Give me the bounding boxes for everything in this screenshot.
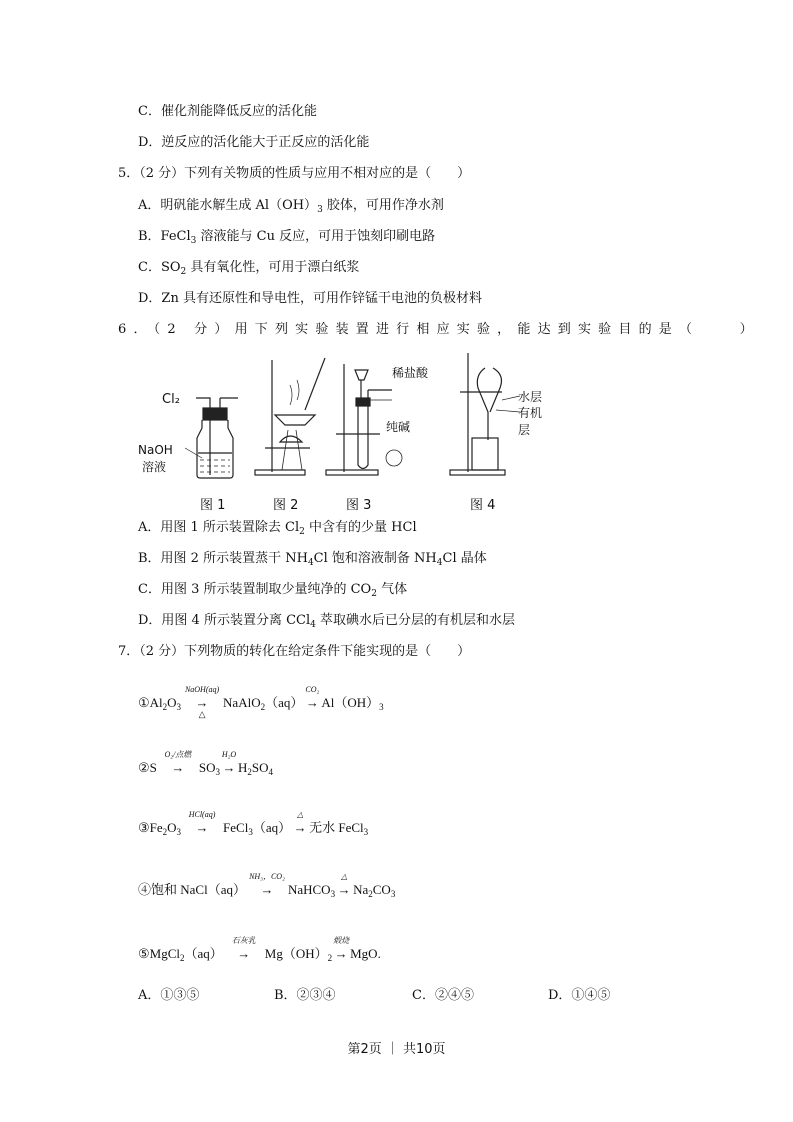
subscript: 2: [299, 527, 305, 537]
reaction-arrow: [159, 750, 197, 776]
reaction-condition: HCl(aq): [188, 810, 216, 819]
subscript: 3: [363, 827, 369, 837]
arrow-icon: →: [260, 882, 274, 897]
formula-text: （aq）: [265, 695, 304, 710]
q7-options: [138, 988, 610, 1004]
reaction-condition: 石灰乳: [231, 936, 256, 945]
q6-option-d: [138, 613, 515, 629]
arrow-icon: →: [222, 760, 236, 775]
reaction-1: [138, 685, 384, 719]
apparatus-figures: [130, 350, 550, 513]
q6-option-b: [138, 551, 487, 567]
subscript: 4: [268, 767, 274, 777]
text: Cl 晶体: [442, 551, 487, 566]
reaction-arrow: [293, 810, 307, 836]
q7-option-a: A．①③⑤: [138, 988, 200, 1003]
formula-text: Na: [353, 882, 369, 897]
q5-option-a: [138, 198, 444, 214]
q6-option-a: [138, 520, 417, 536]
caption-fig2: 图 2: [273, 498, 299, 513]
q7-stem: 7．（2 分）下列物质的转化在给定条件下能实现的是（ ）: [118, 644, 471, 659]
formula-text: Al（OH）: [321, 695, 380, 710]
q7-option-d: D．①④⑤: [548, 988, 611, 1003]
text: D．用图 4 所示装置分离 CCl: [138, 613, 311, 628]
subscript: 3: [176, 827, 182, 837]
text: 气体: [376, 582, 408, 597]
reaction-4: [138, 872, 396, 899]
reaction-condition: △: [341, 872, 348, 881]
arrow-icon: →: [337, 882, 351, 897]
q4-option-c: C．催化剂能降低反应的活化能: [138, 104, 317, 119]
q7-option-c: C．②④⑤: [412, 988, 474, 1003]
reaction-5: [138, 936, 381, 963]
subscript: 4: [436, 558, 443, 568]
subscript: 3: [390, 889, 396, 899]
reaction-3: [138, 810, 369, 837]
arrow-icon: →: [334, 946, 348, 961]
subscript: 2: [162, 827, 168, 837]
label-cl2: Cl₂: [162, 392, 180, 407]
subscript: 2: [162, 702, 168, 712]
formula-text: SO: [198, 760, 216, 775]
subscript: 4: [307, 558, 314, 568]
subscript: 3: [190, 236, 197, 246]
text: B．用图 2 所示装置蒸干 NH: [138, 551, 308, 566]
subscript: 3: [215, 767, 221, 777]
subscript: 2: [371, 589, 377, 599]
q6-option-c: [138, 582, 407, 598]
reaction-arrow: [305, 685, 320, 711]
fig2-evaporation-setup: [255, 358, 325, 475]
subscript: 2: [327, 953, 333, 963]
text: 具有氧化性，可用于漂白纸浆: [186, 260, 360, 275]
formula-text: O: [167, 820, 177, 835]
reaction-condition: CO₂: [305, 685, 320, 694]
text: 中含有的少量 HCl: [304, 520, 417, 535]
fig1-gas-washing-bottle: [185, 398, 238, 478]
formula-text: 无水 FeCl: [309, 820, 364, 835]
label-soda-ash: 纯碱: [386, 420, 411, 434]
text: A．明矾能水解生成 Al（OH）: [138, 198, 318, 213]
caption-fig4: 图 4: [470, 498, 496, 513]
formula-text: H: [238, 760, 248, 775]
subscript: 2: [180, 267, 187, 277]
subscript: 3: [317, 205, 323, 215]
subscript: 3: [379, 702, 384, 712]
q5-option-d: D．Zn 具有还原性和导电性，可用作锌锰干电池的负极材料: [138, 291, 482, 306]
subscript: 3: [330, 889, 336, 899]
reaction-arrow: [221, 750, 237, 776]
subscript: 2: [180, 953, 185, 963]
reaction-condition: △: [297, 810, 304, 819]
text: Cl 饱和溶液制备 NH: [313, 551, 437, 566]
reaction-condition: H₂O: [221, 750, 237, 759]
formula-text: NaHCO: [287, 882, 331, 897]
reaction-condition: NaOH(aq): [184, 685, 220, 694]
page-footer: 第2页 ｜ 共10页: [347, 1042, 446, 1057]
reaction-arrow: [183, 810, 221, 836]
caption-fig1: 图 1: [200, 498, 226, 513]
formula-text: ④饱和 NaCl（aq）: [138, 882, 246, 897]
formula-text: ③Fe: [138, 820, 163, 835]
reaction-condition: NH₃，CO₂: [249, 872, 285, 881]
reaction-condition: O₂/点燃: [164, 750, 192, 759]
arrow-icon: →: [237, 946, 251, 961]
reaction-arrow: [183, 685, 221, 719]
q5-option-b: [138, 229, 435, 245]
text: C．SO: [138, 260, 181, 275]
formula-text: NaAlO: [223, 695, 261, 710]
arrow-icon: →: [293, 820, 307, 835]
formula-text: FeCl: [223, 820, 249, 835]
formula-text: CO: [372, 882, 391, 897]
reaction-arrow: [248, 872, 286, 898]
q4-option-d: D．逆反应的活化能大于正反应的活化能: [138, 135, 370, 150]
text: 胶体，可用作净水剂: [322, 198, 444, 213]
formula-text: O: [167, 695, 177, 710]
subscript: 3: [248, 827, 253, 837]
formula-text: （aq）: [184, 946, 223, 961]
label-solution: 溶液: [142, 460, 167, 474]
reaction-arrow: [337, 872, 351, 898]
label-organic-layer: 有机层: [518, 406, 543, 437]
reaction-arrow: [333, 936, 350, 962]
q6-stem: 6．（2 分）用下列实验装置进行相应实验，能达到实验目的是（ ）: [118, 322, 760, 337]
reaction-2: [138, 750, 274, 777]
formula-text: ②S: [138, 760, 157, 775]
q5-option-c: [138, 260, 359, 276]
formula-text: ①Al: [138, 695, 163, 710]
subscript: 2: [368, 889, 373, 899]
formula-text: （aq）: [252, 820, 292, 835]
arrow-icon: →: [305, 695, 319, 710]
subscript: 2: [247, 767, 252, 777]
formula-text: Mg（OH）: [264, 946, 328, 961]
text: 溶液能与 Cu 反应，可用于蚀刻印刷电路: [196, 229, 436, 244]
subscript: 2: [260, 702, 266, 712]
text: 萃取碘水后已分层的有机层和水层: [315, 613, 516, 628]
text: B．FeCl: [138, 229, 191, 244]
apparatus-drawing: [130, 350, 550, 510]
label-dilute-hcl: 稀盐酸: [392, 366, 429, 380]
text: C．用图 3 所示装置制取少量纯净的 CO: [138, 582, 372, 597]
formula-text: ⑤MgCl: [138, 946, 180, 961]
q5-stem: 5．（2 分）下列有关物质的性质与应用不相对应的是（ ）: [118, 166, 471, 181]
text: A．用图 1 所示装置除去 Cl: [138, 520, 300, 535]
label-water-layer: 水层: [518, 390, 543, 404]
q7-option-b: B．②③④: [274, 988, 336, 1003]
fig4-separatory-funnel: [450, 353, 520, 475]
label-naoh: NaOH: [138, 443, 173, 457]
heat-condition: △: [198, 709, 206, 719]
arrow-icon: →: [195, 820, 209, 835]
subscript: 4: [310, 620, 316, 630]
arrow-icon: →: [195, 695, 209, 710]
formula-text: MgO.: [350, 946, 381, 961]
subscript: 3: [176, 702, 182, 712]
formula-text: SO: [251, 760, 269, 775]
arrow-icon: →: [171, 760, 185, 775]
caption-fig3: 图 3: [346, 498, 372, 513]
reaction-arrow: [225, 936, 263, 962]
reaction-condition: 煅烧: [333, 936, 350, 945]
